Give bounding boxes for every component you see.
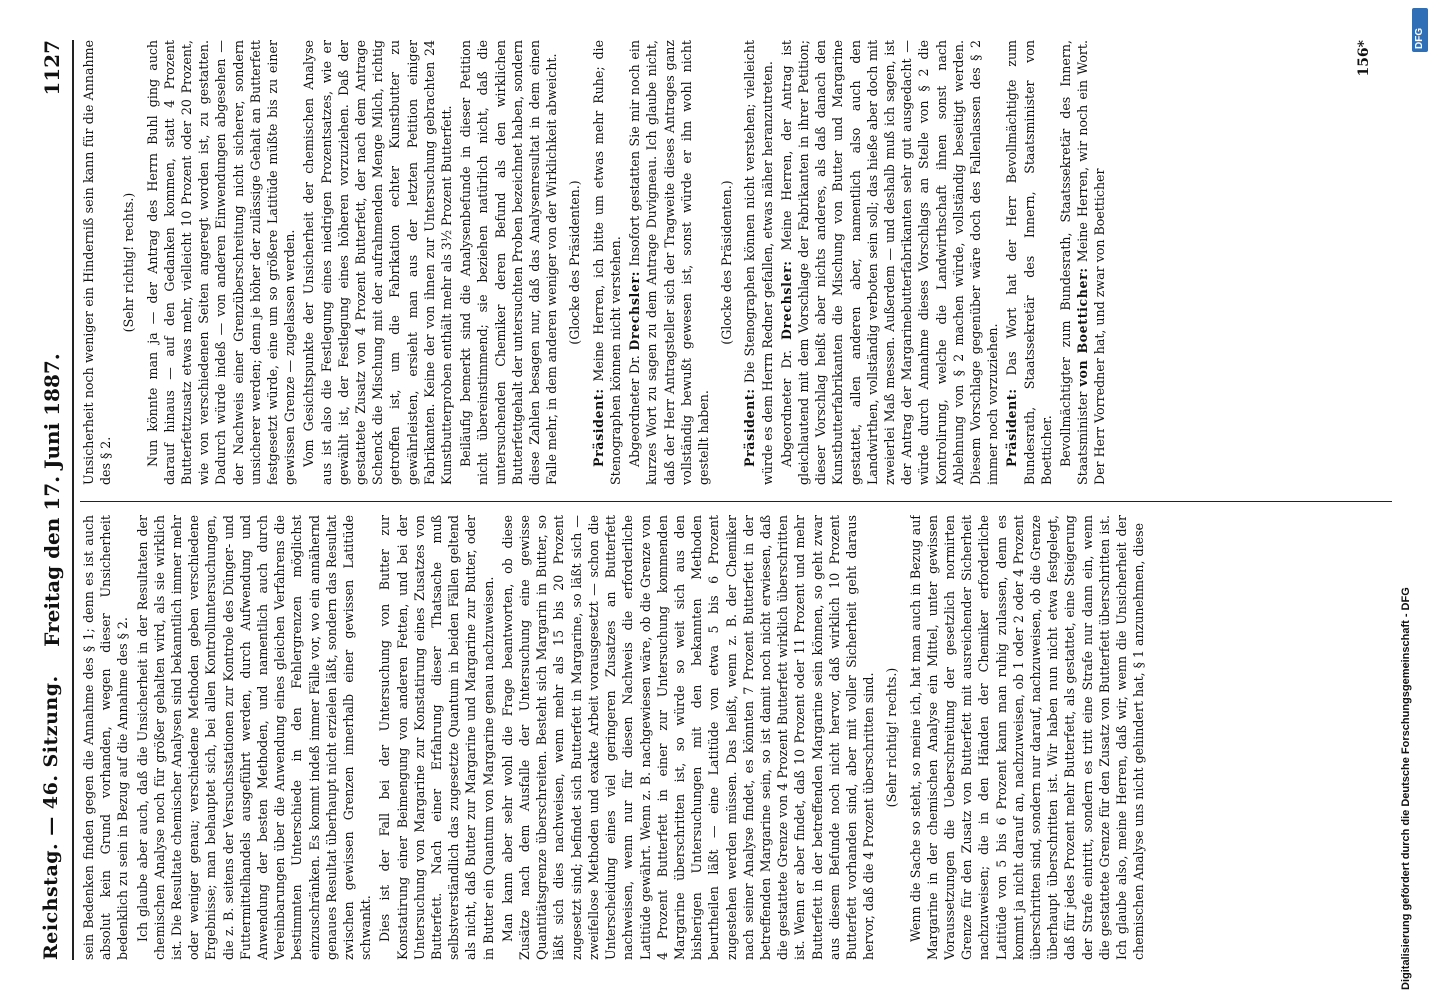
paragraph: [120, 40, 137, 485]
paragraph-text: Ich glaube aber auch, daß die Unsicherheit in der Resultaten der chemischen Analyse noch für größer gehalten wird, als sie wirklich ist. Die Resultate chemischer Analysen sind bekanntlich immer mehr oder weniger genau; verschiedene Methoden geben verschiedene Ergebnisse; man behauptet sich, bei allen Kontrolluntersuchungen, die z. B. seitens der Versuchsstationen zur Kontrole des Dünger- und Futtermittelhandels ausgeführt werden, durch Aufwendung und Anwendung der besten Methoden, und namentlich auch durch Vereinbarungen über die Anwendung eines gleichen Verfahrens die bestimmten Unterschiede in den Fehlergrenzen möglichst einzuschränken. Es kommt indeß immer Fälle vor, wo ein annähernd genaues Resultat überhaupt nicht erzielen läßt, sondern das Resultat zwischen gewissen Grenzen innerhalb einer gewissen Latitüde schwankt.: [134, 515, 374, 960]
paragraph-text: Abgeordneter Dr.: [627, 350, 643, 467]
paragraph: [566, 40, 583, 485]
paragraph-text: (Glocke des Präsidenten.): [567, 180, 583, 345]
paragraph-text: (Glocke des Präsidenten.): [719, 180, 735, 345]
paragraph-text: Meine Herren, ich bitte um etwas mehr Ruhe; die Stenographen können nicht verstehen.: [590, 40, 623, 485]
paragraph: [907, 515, 1148, 960]
speaker-name: Präsident:: [1004, 388, 1020, 467]
paragraph: [134, 515, 375, 960]
digitisation-notice: [1394, 60, 1430, 990]
paragraph-text: Die Stenographen können nicht verstehen; vielleicht würde es dem Herrn Redner gefallen, etwas näher heranzutreten.: [742, 40, 775, 485]
paragraph-text: Meine Herren, der Antrag ist gleichlautend mit dem Vorschlage der Fabrikanten in ihrer Petition; dieser Vorschlag heißt aber nichts anderes, als daß danach den Kunstbutterfabrikanten die Mischung von Butter und Margarine gestattet, allen anderen aber, namentlich also auch den Landwirthen, vollständig verboten sein soll; das hieße aber doch mit zweierlei Maß messen. Außerdem — und deshalb muß ich sagen, ist der Antrag der Margarinebutterfabrikanten sehr gut ausgedacht — würde durch Annahme dieses Vorschlags an Stelle von § 2 die Kontrolirung, welche die Landwirthschaft ihnen sonst nach Ablehnung von § 2 machen würde, vollständig beseitigt werden. Diesem Vorschlage gegenüber wäre doch des Fallenlassen des § 2 immer noch vorzuziehen.: [778, 40, 1001, 485]
paragraph: [499, 515, 877, 960]
paragraph-text: Nun könnte man ja — der Antrag des Herrn Buhl ging auch darauf hinaus — auf den Gedanken kommen, statt 4 Prozent Butterfettzusatz etwas mehr, vielleicht 10 Prozent oder 20 Prozent, wie von verschiedenen Seiten angeregt worden ist, zu gestatten. Dadurch würde indeß — von anderen Einwendungen abgesehen — der Nachweis einer Grenzüberschreitung nicht sicherer, sondern unsicherer werden; denn je höher der zulässige Gehalt an Butterfett festgesetzt würde, eine um so größere Latitüde müßte bis zu einer gewissen Grenze — zugelassen werden.: [144, 40, 298, 485]
paragraph: [80, 515, 132, 960]
paragraph: [300, 40, 455, 485]
paragraph-text: Dies ist der Fall bei der Untersuchung von Butter zur Konstatirung einer Beimengung von anderen Fetten, und bei der Untersuchung von Margarine zur Konstatirung eines Zusatzes von Butterfett. Nach einer Erfahrung dieser Thatsache muß selbstverständlich das zugesetzte Quantum in beiden Fällen geltend als nicht, daß Butter zur Margarine und Margarine zur Butter, oder in Butter ein Quantum von Margarine genau nachzuweisen.: [377, 515, 496, 960]
paragraph-text: Beiläufig bemerkt sind die Analysenbefunde in dieser Petition nicht übereinstimmend; sie beziehen natürlich nicht, daß die untersuchenden Chemiker deren Befund als den wirklichen Butterfettgehalt der untersuchten Proben bezeichnet haben, sondern diese Zahlen besagen nur, daß das Analysenresultat in dem einen Falle mehr, in dem anderen weniger von der Wirklichkeit abweicht.: [458, 40, 560, 485]
paragraph-text: Das Wort hat der Herr Bevollmächtigte zum Bundesrath, Staatssekretär des Innern, Staatsminister von Boetticher.: [1004, 40, 1054, 485]
paragraph: [778, 40, 1002, 485]
page-number: 1127: [40, 40, 64, 96]
text-columns: [80, 40, 1392, 960]
right-column: [80, 40, 1392, 485]
signature-mark: 156*: [1356, 40, 1372, 77]
paragraph: [457, 40, 560, 485]
paragraph-text: Bevollmächtigter zum Bundesrath, Staatssekretär des Innern, Staatsminister: [1057, 40, 1091, 485]
paragraph: [1003, 40, 1055, 485]
paragraph-text: (Sehr richtig! rechts.): [884, 667, 900, 808]
running-head-left: Reichstag. — 46. Sitzung.: [40, 675, 62, 960]
speaker-name: Drechsler:: [778, 260, 794, 341]
paragraph: [590, 40, 624, 485]
paragraph-text: Unsicherheit noch weniger ein Hinderniß sein kann für die Annahme des § 2.: [81, 40, 114, 485]
paragraph: [1057, 40, 1109, 485]
dfg-badge: [1412, 8, 1428, 52]
paragraph-text: Man kann aber sehr wohl die Frage beantworten, ob diese Zusätze nach dem Ausfalle der Untersuchung eine gewisse Quantitätsgrenze überschreiten. Besteht sich Margarin in Butter, so läßt sich dies nachweisen, wenn mehr als 15 bis 20 Prozent zugesetzt sind; befindet sich Butterfett in Margarine, so läßt sich — zweifellose Methoden und exakte Arbeit vorausgesetzt — schon die Unterscheidung eines viel geringeren Zusatzes an Butterfett nachweisen, wenn nur für diesen Nachweis die erforderliche Latitüde gewährt. Wenn z. B. nachgewiesen wäre, ob die Grenze von 4 Prozent Butterfett in einer zur Untersuchung kommenden Margarine überschritten ist, so würde so weit sich aus den bisherigen Untersuchungen mit den bekannten Methoden beurtheilen läßt — eine Latitüde von etwa 5 bis 6 Prozent zugestehen werden müssen. Das heißt, wenn z. B. der Chemiker nach seiner Analyse findet, es könnten 7 Prozent Butterfett in der betreffenden Margarine sein, so ist damit noch nicht erwiesen, daß die gestattete Grenze von 4 Prozent Butterfett wirklich überschritten ist. Wenn er aber findet, daß 10 Prozent oder 11 Prozent und mehr Butterfett in der betreffenden Margarine sein können, so geht zwar aus diesem Befunde noch nicht hervor, daß wirklich 10 Prozent Butterfett vorhanden sind, aber mit voller Sicherheit geht daraus hervor, daß die 4 Prozent überschritten sind.: [499, 515, 877, 960]
speaker-name: von Boetticher:: [1075, 267, 1091, 387]
paragraph-text: Vom Gesichtspunkte der Unsicherheit der chemischen Analyse aus ist also die Festlegung eines niedrigen Prozentsatzes, wie er gewählt ist, der Festlegung eines höheren vorzuziehen. Daß der gestattete Zusatz von 4 Prozent Butterfett, der nach dem Antrage Schenck die Mischung mit der aufrahmenden Menge Milch, richtig getroffen ist, um die Fabrikation echter Kunstbutter zu gewährleisten, ersieht man aus der letzten Petition einiger Fabrikanten. Keine der von ihnen zur Untersuchung gebrachten 24 Kunstbutterproben enthält mehr als 3½ Prozent Butterfett.: [301, 40, 455, 485]
paragraph: [80, 40, 114, 485]
paragraph: [376, 515, 496, 960]
speaker-name: Präsident:: [742, 388, 758, 467]
left-column: [80, 515, 1392, 960]
dfg-badge-label: DFG: [1414, 27, 1425, 49]
paragraph: [883, 515, 900, 960]
paragraph-text: Meine Herren, wir noch ein Wort. Der Herr Vorredner hat, und zwar von Boetticher: [1075, 40, 1108, 485]
paragraph: [718, 40, 735, 485]
paragraph: [626, 40, 712, 485]
paragraph-text: Abgeordneter Dr.: [778, 340, 794, 467]
paragraph-text: sein Bedenken finden gegen die Annahme des § 1; denn es ist auch absolut kein Grund vorhanden, wegen dieser Unsicherheit bedenklich zu sein in Bezug auf die Annahme des § 2.: [81, 515, 131, 960]
speaker-name: Präsident:: [590, 388, 606, 467]
header-rule: [72, 40, 74, 960]
speaker-name: Drechsler:: [627, 271, 643, 351]
paragraph-text: Wenn die Sache so steht, so meine ich, hat man auch in Bezug auf Margarine in der chemischen Analyse ein Mittel, unter gewissen Voraussetzungen die Ueberschreitung der gesetzlich normirten Grenze für den Zusatz von Butterfett mit ausreichender Sicherheit nachzuweisen; die in den Händen der Chemiker erforderliche Latitüde von 5 bis 6 Prozent kann man ruhig zulassen, denn es kommt ja nicht darauf an, nachzuweisen, ob 1 oder 2 oder 4 Prozent überschritten sind, sondern nur darauf, nachzuweisen, ob die Grenze überhaupt überschritten ist. Wir haben nun nicht etwa festgelegt, daß für jedes Prozent mehr Butterfett, als gestattet, eine Steigerung der Strafe eintritt, sondern es tritt eine Strafe nur dann ein, wenn die gestattete Grenze für den Zusatz von Butterfett überschritten ist. Ich glaube also, meine Herren, daß wir, wenn die Unsicherheit der chemischen Analyse uns nicht gehindert hat, § 1 anzunehmen, diese: [907, 515, 1147, 960]
paragraph: [741, 40, 775, 485]
column-divider: [80, 501, 1392, 502]
digitisation-notice-text: Digitalisierung gefördert durch die Deutsche Forschungsgemeinschaft - DFG: [1400, 587, 1412, 990]
paragraph: [144, 40, 299, 485]
paragraph-text: (Sehr richtig! rechts.): [121, 192, 137, 333]
running-head-date: Freitag den 17. Juni 1887.: [40, 353, 64, 647]
paragraph-text: Insofort gestatten Sie mir noch ein kurzes Wort zu sagen zu dem Antrage Duvigneau. Ich glaube nicht, daß der Herr Antragsteller sich der Tragweite dieses Antrages ganz vollständig bewußt gewesen ist, sonst würde er ihn wohl nicht gestellt haben.: [627, 40, 711, 485]
